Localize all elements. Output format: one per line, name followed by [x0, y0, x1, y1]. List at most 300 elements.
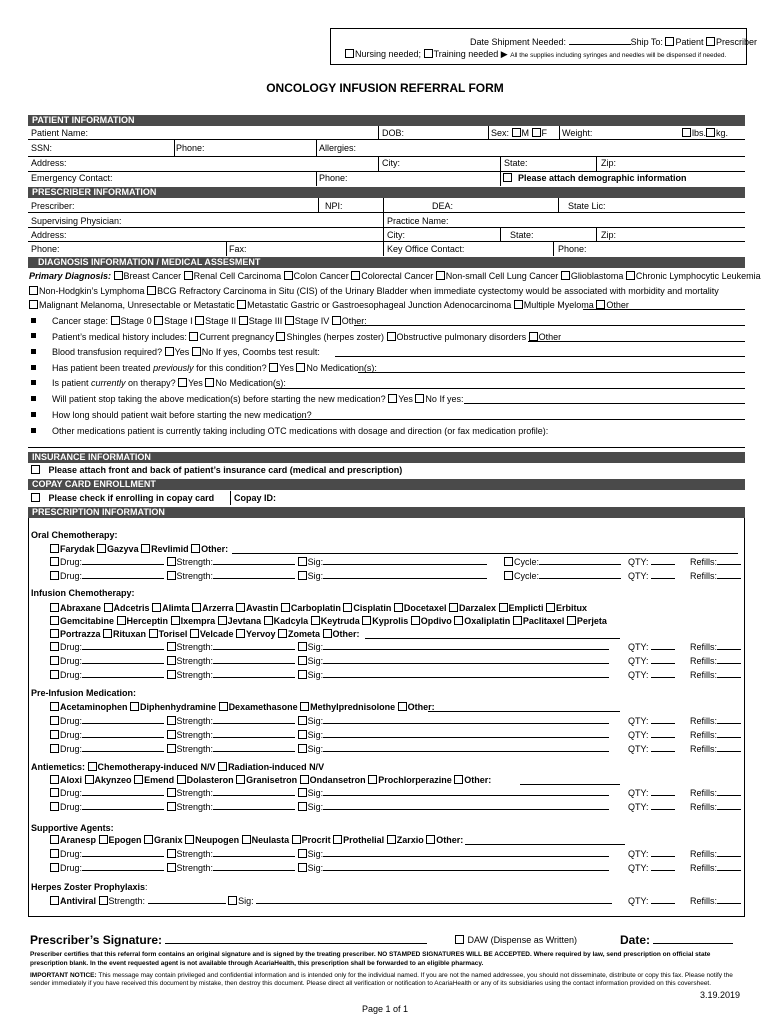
date-field[interactable]: [653, 943, 733, 944]
strength-checkbox[interactable]: [167, 656, 176, 665]
qty-field[interactable]: [651, 723, 675, 724]
drug-checkbox[interactable]: [50, 557, 59, 566]
oral-checkbox[interactable]: [97, 544, 106, 553]
refills-field[interactable]: [717, 663, 741, 664]
drug-option-checkbox[interactable]: [292, 835, 301, 844]
nursing-checkbox[interactable]: [345, 49, 354, 58]
qty-field[interactable]: [651, 856, 675, 857]
refills-field[interactable]: [717, 809, 741, 810]
strength-label: Strength:: [176, 656, 214, 666]
stop-no-checkbox[interactable]: [415, 394, 424, 403]
strength-field[interactable]: [213, 751, 295, 752]
sig-field[interactable]: [323, 870, 609, 871]
dx-checkbox[interactable]: [561, 271, 570, 280]
oral-chemo-label: Oral Chemotherapy:: [31, 530, 118, 540]
dx-checkbox[interactable]: [596, 300, 605, 309]
drug-option-label: Granisetron: [246, 775, 298, 785]
drug-checkbox[interactable]: [50, 802, 59, 811]
drug-option-checkbox[interactable]: [185, 835, 194, 844]
refills-field[interactable]: [717, 578, 741, 579]
dx-checkbox[interactable]: [284, 271, 293, 280]
stop-label: Will patient stop taking the above medication(s) before starting the new medication?: [52, 394, 386, 404]
drug-option-checkbox[interactable]: [281, 603, 290, 612]
drug-option-label: Dolasteron: [186, 775, 234, 785]
drug-checkbox[interactable]: [50, 656, 59, 665]
refills-field[interactable]: [717, 649, 741, 650]
daw-checkbox[interactable]: [455, 935, 464, 944]
drug-option-checkbox[interactable]: [546, 603, 555, 612]
strength-field[interactable]: [213, 564, 295, 565]
cycle-field[interactable]: [539, 578, 621, 579]
sig-checkbox[interactable]: [298, 730, 307, 739]
stage-checkbox[interactable]: [239, 316, 248, 325]
antiemetic-type-checkbox[interactable]: [218, 762, 227, 771]
sig-checkbox[interactable]: [298, 716, 307, 725]
refills-field[interactable]: [717, 856, 741, 857]
sig-field[interactable]: [323, 809, 609, 810]
strength-field[interactable]: [213, 578, 295, 579]
qty-field[interactable]: [651, 870, 675, 871]
strength-field[interactable]: [213, 809, 295, 810]
qty-field[interactable]: [651, 737, 675, 738]
sig-field[interactable]: [323, 737, 609, 738]
sig-checkbox[interactable]: [298, 849, 307, 858]
qty-cell: [628, 788, 675, 799]
history-checkbox[interactable]: [387, 332, 396, 341]
drug-option-label: Ixempra: [180, 616, 216, 626]
refills-label: Refills:: [690, 788, 718, 798]
refills-field[interactable]: [717, 870, 741, 871]
treated-no-checkbox[interactable]: [296, 363, 305, 372]
drug-option-checkbox[interactable]: [50, 603, 59, 612]
drug-field[interactable]: [82, 677, 164, 678]
stage-checkbox[interactable]: [332, 316, 341, 325]
dx-checkbox[interactable]: [29, 286, 38, 295]
strength-field[interactable]: [213, 856, 295, 857]
state-lic-label: State Lic:: [568, 201, 606, 211]
bullet-icon: [31, 365, 36, 370]
drug-checkbox[interactable]: [50, 571, 59, 580]
refills-field[interactable]: [717, 564, 741, 565]
antiviral-sig-checkbox[interactable]: [228, 896, 237, 905]
qty-field[interactable]: [651, 795, 675, 796]
drug-option-checkbox[interactable]: [50, 629, 59, 638]
drug-option-label: Portrazza: [60, 629, 101, 639]
drug-row: [50, 557, 487, 568]
copay-note: Please check if enrolling in copay card: [48, 493, 215, 503]
treated-row: [52, 363, 377, 374]
qty-cell: [628, 642, 675, 653]
ship-to-prescriber-checkbox[interactable]: [706, 37, 715, 46]
antiviral-label: Antiviral: [60, 896, 97, 906]
sig-field[interactable]: [323, 649, 609, 650]
sig-field[interactable]: [323, 578, 487, 579]
drug-option-checkbox[interactable]: [398, 702, 407, 711]
drug-option-label: Kadcyla: [273, 616, 309, 626]
drug-label: Drug:: [60, 744, 83, 754]
dx-checkbox[interactable]: [147, 286, 156, 295]
sig-field[interactable]: [323, 723, 609, 724]
drug-checkbox[interactable]: [50, 670, 59, 679]
drug-option-label: Emend: [144, 775, 175, 785]
qty-field[interactable]: [651, 663, 675, 664]
training-checkbox[interactable]: [424, 49, 433, 58]
drug-row: [50, 670, 609, 681]
drug-option-checkbox[interactable]: [236, 603, 245, 612]
key-office-phone-label: Phone:: [558, 244, 587, 254]
qty-label: QTY:: [628, 730, 649, 740]
dx-checkbox[interactable]: [351, 271, 360, 280]
wait-label: How long should patient wait before starting the new medication?: [52, 410, 312, 420]
drug-option-checkbox[interactable]: [323, 629, 332, 638]
cancer-stage-label: Cancer stage:: [52, 316, 109, 326]
demographic-label: Please attach demographic information: [518, 173, 687, 183]
refills-field[interactable]: [717, 751, 741, 752]
dx-checkbox[interactable]: [29, 300, 38, 309]
qty-label: QTY:: [628, 788, 649, 798]
drug-option-checkbox[interactable]: [218, 616, 227, 625]
strength-field[interactable]: [213, 870, 295, 871]
drug-option-checkbox[interactable]: [264, 616, 273, 625]
drug-option-checkbox[interactable]: [152, 603, 161, 612]
drug-field[interactable]: [82, 649, 164, 650]
drug-option-checkbox[interactable]: [311, 616, 320, 625]
qty-label: QTY:: [628, 863, 649, 873]
drug-field[interactable]: [82, 663, 164, 664]
drug-field[interactable]: [82, 809, 164, 810]
medications-label: Medication(s):: [320, 363, 377, 373]
cycle-field[interactable]: [539, 564, 621, 565]
sig-field[interactable]: [323, 677, 609, 678]
lbs-checkbox[interactable]: [682, 128, 691, 137]
therapy-no-checkbox[interactable]: [205, 378, 214, 387]
cycle-cell: [504, 557, 621, 568]
drug-option-checkbox[interactable]: [192, 603, 201, 612]
sig-checkbox[interactable]: [298, 656, 307, 665]
refills-cell: [690, 642, 741, 653]
strength-checkbox[interactable]: [167, 642, 176, 651]
stage-checkbox[interactable]: [154, 316, 163, 325]
oral-checkbox[interactable]: [191, 544, 200, 553]
sig-label: Sig:: [307, 670, 324, 680]
drug-option-checkbox[interactable]: [50, 616, 59, 625]
antiemetic-type-checkbox[interactable]: [88, 762, 97, 771]
refills-cell: [690, 557, 741, 568]
drug-option-checkbox[interactable]: [449, 603, 458, 612]
drug-row: [50, 802, 609, 813]
sig-checkbox[interactable]: [298, 642, 307, 651]
drug-option-checkbox[interactable]: [394, 603, 403, 612]
drug-field[interactable]: [82, 856, 164, 857]
sig-checkbox[interactable]: [298, 571, 307, 580]
qty-field[interactable]: [651, 649, 675, 650]
drug-option-checkbox[interactable]: [454, 616, 463, 625]
drug-checkbox[interactable]: [50, 730, 59, 739]
stage-checkbox[interactable]: [195, 316, 204, 325]
drug-field[interactable]: [82, 795, 164, 796]
drug-option-label: Other:: [407, 702, 435, 712]
dx-checkbox[interactable]: [436, 271, 445, 280]
drug-option-checkbox[interactable]: [499, 603, 508, 612]
history-checkbox[interactable]: [276, 332, 285, 341]
drug-option-label: Keytruda: [320, 616, 360, 626]
antiemetics-row: [31, 762, 324, 773]
drug-option-checkbox[interactable]: [50, 775, 59, 784]
strength-checkbox[interactable]: [167, 730, 176, 739]
drug-option-checkbox[interactable]: [144, 835, 153, 844]
drug-option-label: Granix: [154, 835, 183, 845]
qty-label: QTY:: [628, 744, 649, 754]
qty-field[interactable]: [651, 564, 675, 565]
sig-field[interactable]: [323, 856, 609, 857]
daw-row: [455, 935, 577, 946]
drug-checkbox[interactable]: [50, 744, 59, 753]
drug-option-label: Velcade: [199, 629, 234, 639]
strength-checkbox[interactable]: [167, 716, 176, 725]
drug-option-checkbox[interactable]: [177, 775, 186, 784]
drug-option-label: Cisplatin: [353, 603, 392, 613]
sig-checkbox[interactable]: [298, 744, 307, 753]
dx-checkbox[interactable]: [114, 271, 123, 280]
patient-name-label: Patient Name:: [31, 128, 89, 138]
demographic-checkbox[interactable]: [503, 173, 512, 182]
dx-option: BCG Refractory Carcinoma in Situ (CIS) of the Urinary Bladder when immediate cystectomy would be associated with morbidity and mortality: [157, 286, 719, 296]
refills-field[interactable]: [717, 677, 741, 678]
drug-checkbox[interactable]: [50, 642, 59, 651]
sex-m-label: M: [521, 128, 530, 138]
drug-option-label: Neupogen: [195, 835, 240, 845]
dx-option: Metastatic Gastric or Gastroesophageal Junction Adenocarcinoma: [247, 300, 512, 310]
insurance-header: INSURANCE INFORMATION: [28, 452, 745, 463]
strength-checkbox[interactable]: [167, 744, 176, 753]
antiviral-sig-field[interactable]: [256, 903, 612, 904]
strength-field[interactable]: [213, 663, 295, 664]
copay-checkbox[interactable]: [31, 493, 40, 502]
drug-option-checkbox[interactable]: [242, 835, 251, 844]
sex-m-checkbox[interactable]: [512, 128, 521, 137]
strength-checkbox[interactable]: [167, 670, 176, 679]
sig-checkbox[interactable]: [298, 802, 307, 811]
prescriber-city-label: City:: [387, 230, 405, 240]
sig-field[interactable]: [323, 564, 487, 565]
drug-option-checkbox[interactable]: [343, 603, 352, 612]
sex-f-checkbox[interactable]: [532, 128, 541, 137]
drug-option-checkbox[interactable]: [103, 629, 112, 638]
drug-option-label: Oxaliplatin: [464, 616, 511, 626]
stage-checkbox[interactable]: [285, 316, 294, 325]
history-checkbox[interactable]: [529, 332, 538, 341]
qty-field[interactable]: [651, 903, 675, 904]
strength-checkbox[interactable]: [167, 557, 176, 566]
refills-field[interactable]: [717, 795, 741, 796]
cycle-checkbox[interactable]: [504, 571, 513, 580]
drug-option-checkbox[interactable]: [99, 835, 108, 844]
strength-checkbox[interactable]: [167, 863, 176, 872]
therapy-yes-checkbox[interactable]: [178, 378, 187, 387]
dx-checkbox[interactable]: [237, 300, 246, 309]
refills-field[interactable]: [717, 903, 741, 904]
strength-field[interactable]: [213, 723, 295, 724]
drug-field[interactable]: [82, 751, 164, 752]
sex-label: Sex:: [491, 128, 510, 138]
drug-option-checkbox[interactable]: [104, 603, 113, 612]
diagnosis-header: DIAGNOSIS INFORMATION / MEDICAL ASSESMENT: [28, 257, 745, 268]
bullet-icon: [31, 349, 36, 354]
drug-row: [50, 849, 609, 860]
oral-checkbox[interactable]: [141, 544, 150, 553]
strength-label: Strength:: [176, 863, 214, 873]
strength-field[interactable]: [213, 795, 295, 796]
history-checkbox[interactable]: [189, 332, 198, 341]
cycle-checkbox[interactable]: [504, 557, 513, 566]
kg-checkbox[interactable]: [706, 128, 715, 137]
drug-row: [50, 744, 609, 755]
version-label: 3.19.2019: [700, 990, 741, 1000]
drug-option-checkbox[interactable]: [236, 629, 245, 638]
strength-field[interactable]: [213, 649, 295, 650]
dx-checkbox[interactable]: [514, 300, 523, 309]
drug-option-checkbox[interactable]: [171, 616, 180, 625]
refills-label: Refills:: [690, 656, 718, 666]
if-yes-label: If yes:: [439, 394, 464, 404]
drug-field[interactable]: [82, 870, 164, 871]
transfusion-label: Blood transfusion required?: [52, 347, 163, 357]
drug-option-checkbox[interactable]: [134, 775, 143, 784]
copay-id-label: Copay ID:: [234, 493, 277, 503]
drug-option-checkbox[interactable]: [300, 702, 309, 711]
strength-checkbox[interactable]: [167, 849, 176, 858]
drug-checkbox[interactable]: [50, 788, 59, 797]
antiemetics-label: Antiemetics:: [31, 762, 86, 772]
strength-checkbox[interactable]: [167, 788, 176, 797]
drug-option-checkbox[interactable]: [130, 702, 139, 711]
coombs-label: If yes, Coombs test result:: [215, 347, 320, 357]
drug-field[interactable]: [82, 578, 164, 579]
sig-checkbox[interactable]: [298, 863, 307, 872]
drug-label: Drug:: [60, 656, 83, 666]
sig-label: Sig:: [307, 802, 324, 812]
drug-option-checkbox[interactable]: [50, 835, 59, 844]
oral-checkbox[interactable]: [50, 544, 59, 553]
treated-yes-checkbox[interactable]: [269, 363, 278, 372]
qty-field[interactable]: [651, 751, 675, 752]
qty-cell: [628, 849, 675, 860]
antiviral-strength-checkbox[interactable]: [99, 896, 108, 905]
refills-field[interactable]: [717, 737, 741, 738]
drug-option-checkbox[interactable]: [85, 775, 94, 784]
prescriber-phone-label: Phone:: [31, 244, 60, 254]
strength-field[interactable]: [213, 737, 295, 738]
drug-option-checkbox[interactable]: [236, 775, 245, 784]
drug-option-checkbox[interactable]: [219, 702, 228, 711]
drug-option-label: Gemcitabine: [60, 616, 115, 626]
qty-field[interactable]: [651, 578, 675, 579]
insurance-card-checkbox[interactable]: [31, 465, 40, 474]
drug-option-checkbox[interactable]: [50, 702, 59, 711]
drug-option-label: Zarxio: [396, 835, 424, 845]
drug-option-checkbox[interactable]: [513, 616, 522, 625]
qty-cell: [628, 716, 675, 727]
cycle-label: Cycle:: [514, 557, 540, 567]
drug-option-checkbox[interactable]: [333, 835, 342, 844]
drug-checkbox[interactable]: [50, 716, 59, 725]
sig-checkbox[interactable]: [298, 557, 307, 566]
sig-label: Sig:: [307, 557, 324, 567]
qty-field[interactable]: [651, 809, 675, 810]
shipment-date-field[interactable]: [569, 44, 631, 45]
drug-checkbox[interactable]: [50, 863, 59, 872]
certify-text: Prescriber certifies that this referral form contains an original signature and is signed by the treating prescriber. NO STAMPED SIGNATURES WILL BE ACCEPTED. Where required by law, send prescription on official state prescription blank. In the event requested agent is not available through AcariaHealth, this prescription shall be forwarded to an eligible pharmacy.: [30, 951, 711, 967]
signature-field[interactable]: [165, 943, 427, 944]
strength-field[interactable]: [213, 677, 295, 678]
sig-field[interactable]: [323, 751, 609, 752]
transfusion-yes-checkbox[interactable]: [165, 347, 174, 356]
strength-checkbox[interactable]: [167, 571, 176, 580]
prescriber-fax-label: Fax:: [229, 244, 247, 254]
prescriber-zip-label: Zip:: [601, 230, 617, 240]
history-option: Current pregnancy: [199, 332, 274, 342]
sig-field[interactable]: [323, 795, 609, 796]
drug-option-checkbox[interactable]: [278, 629, 287, 638]
stage-checkbox[interactable]: [111, 316, 120, 325]
drug-option-checkbox[interactable]: [190, 629, 199, 638]
drug-field[interactable]: [82, 564, 164, 565]
refills-cell: [690, 849, 741, 860]
drug-option-checkbox[interactable]: [426, 835, 435, 844]
drug-option-label: Erbitux: [556, 603, 588, 613]
history-option: Other: [538, 332, 562, 342]
drug-option-checkbox[interactable]: [117, 616, 126, 625]
drug-row: [50, 642, 609, 653]
drug-option-checkbox[interactable]: [454, 775, 463, 784]
transfusion-no-checkbox[interactable]: [192, 347, 201, 356]
drug-option-checkbox[interactable]: [368, 775, 377, 784]
drug-option-label: Torisel: [158, 629, 188, 639]
antiviral-strength-field[interactable]: [148, 903, 226, 904]
drug-field[interactable]: [82, 723, 164, 724]
dx-checkbox[interactable]: [184, 271, 193, 280]
drug-label: Drug:: [60, 730, 83, 740]
qty-label: QTY:: [628, 802, 649, 812]
drug-option-checkbox[interactable]: [387, 835, 396, 844]
ship-patient-label: Patient: [675, 37, 704, 47]
drug-row: [50, 571, 487, 582]
antiviral-qty: [628, 896, 675, 907]
refills-field[interactable]: [717, 723, 741, 724]
sig-label: Sig:: [307, 656, 324, 666]
antiviral-checkbox[interactable]: [50, 896, 59, 905]
drug-option-checkbox[interactable]: [300, 775, 309, 784]
dx-option: Chronic Lymphocytic Leukemia: [635, 271, 761, 281]
sig-checkbox[interactable]: [298, 670, 307, 679]
drug-field[interactable]: [82, 737, 164, 738]
stop-yes-checkbox[interactable]: [388, 394, 397, 403]
drug-option-checkbox[interactable]: [567, 616, 576, 625]
drug-option-checkbox[interactable]: [149, 629, 158, 638]
refills-label: Refills:: [690, 557, 718, 567]
drug-option-checkbox[interactable]: [411, 616, 420, 625]
ship-to-patient-checkbox[interactable]: [665, 37, 674, 46]
drug-checkbox[interactable]: [50, 849, 59, 858]
sig-field[interactable]: [323, 663, 609, 664]
oral-option: Gazyva: [107, 544, 139, 554]
strength-checkbox[interactable]: [167, 802, 176, 811]
dx-checkbox[interactable]: [626, 271, 635, 280]
sig-checkbox[interactable]: [298, 788, 307, 797]
qty-field[interactable]: [651, 677, 675, 678]
drug-option-checkbox[interactable]: [362, 616, 371, 625]
yes-label: Yes: [174, 347, 190, 357]
